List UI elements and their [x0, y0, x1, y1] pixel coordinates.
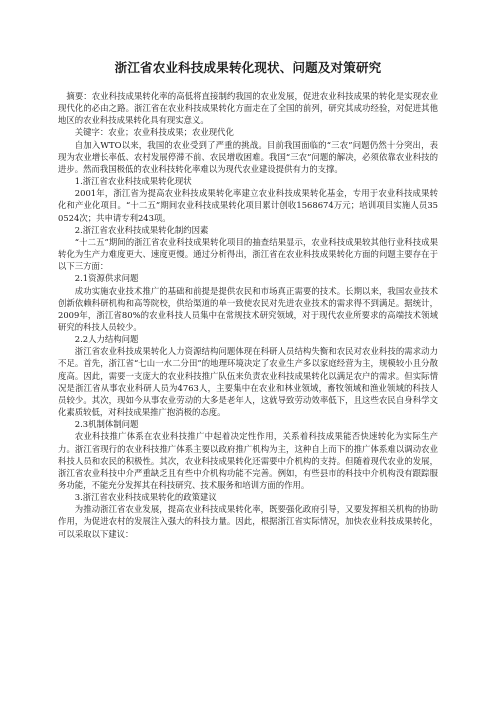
section-heading: 1.浙江省农业科技成果转化现状	[74, 176, 192, 187]
section-heading: 2.1资源供求问题	[74, 273, 139, 284]
body-paragraph: 成功实施农业技术推广的基础和前提是提供农民和市场真正需要的技术。长期以来，我国农业技术创新依赖科研机构和高等院校，供给渠道的单一致使农民对先进农业技术的需求得不到满足。据统计，2009年，浙江省80%的农业科技人员集中在常规技术研究领域，对于现代农业所要求的高端技术领域研究的科技人员较少。	[58, 285, 438, 332]
body-paragraph: 关键字：农业；农业科技成果；农业现代化	[74, 127, 234, 138]
abstract-paragraph: 摘要：农业科技成果转化率的高低将直接制约我国的农业发展，促进农业科技成果的转化是实现农业现代化的必由之路。浙江省在农业科技成果转化方面走在了全国的前列，研究其成功经验，对促进其他地区的农业科技成果转化具有现实意义。	[58, 91, 438, 126]
document-title: 浙江省农业科技成果转化现状、问题及对策研究	[114, 60, 382, 75]
body-paragraph: 浙江省农业科技成果转化人力资源结构问题体现在科研人员结构失衡和农民对农业科技的需求动力不足。首先，浙江省“七山一水二分田”的地理环境决定了农业生产多以家庭经营为主，规模较小且分散度高。因此，需要一支庞大的农业科技推广队伍来负责农业科技成果转化以满足农户的需求。但实际情况是浙江省从事农业科研人员为4763人，主要集中在农业和林业领域，畜牧领域和渔业领域的科技人员较少。其次，现如今从事农业劳动的大多是老年人，这就导致劳动效率低下，且这些农民自身科学文化素质较低，对科技成果推广抱消极的态度。	[58, 346, 438, 418]
section-heading: 3.浙江省农业科技成果转化的政策建议	[74, 492, 217, 503]
body-paragraph: 2001年，浙江省为提高农业科技成果转化率建立农业科技成果转化基金，专用于农业科技成果转化和产业化项目。“十二五”期间农业科技成果转化项目累计创收1568674万元；培训项目实施人员350524次；共申请专利243项。	[58, 188, 438, 223]
body-paragraph: 自加入WTO以来，我国的农业受到了严重的挑战。目前我国面临的“三农”问题仍然十分突出，表现为农业增长率低、农村发展停滞不前、农民增收困难。我国“三农”问题的解决，必须依靠农业科技的进步。然而我国极低的农业科技转化率难以为现代农业建设提供有力的支撑。	[58, 139, 438, 174]
section-heading: 2.3机制体制问题	[74, 419, 139, 430]
section-heading: 2.2人力结构问题	[74, 334, 139, 345]
body-paragraph: 为推动浙江省农业发展，提高农业科技成果转化率，既要强化政府引导，又要发挥相关机构的协助作用，为促进农村的发展注入强大的科技力量。因此，根据浙江省实际情况，加快农业科技成果转化，可以采取以下建议：	[58, 504, 438, 539]
section-heading: 2.浙江省农业科技成果转化制约因素	[74, 224, 209, 235]
document-body	[58, 90, 438, 540]
body-paragraph: “十二五”期间的浙江省农业科技成果转化项目的抽查结果显示，农业科技成果较其他行业科技成果转化为生产力难度更大、速度更慢。通过分析得出，浙江省在农业科技成果转化方面的问题主要存在于以下三方面：	[58, 236, 438, 272]
body-paragraph: 农业科技推广体系在农业科技推广中起着决定性作用，关系着科技成果能否快速转化为实际生产力。浙江省现行的农业科技推广体系主要以政府推广机构为主，这种自上而下的推广体系难以调动农业科技人员和农民的积极性。其次，农业科技成果转化还需要中介机构的支持。但随着现代农业的发展，浙江省农业科技中介严重缺乏且有些中介机构功能不完善。例如，有些县市的科技中介机构没有跟踪服务功能，不能充分发挥其在科技研究、技术服务和培训方面的作用。	[58, 431, 438, 490]
